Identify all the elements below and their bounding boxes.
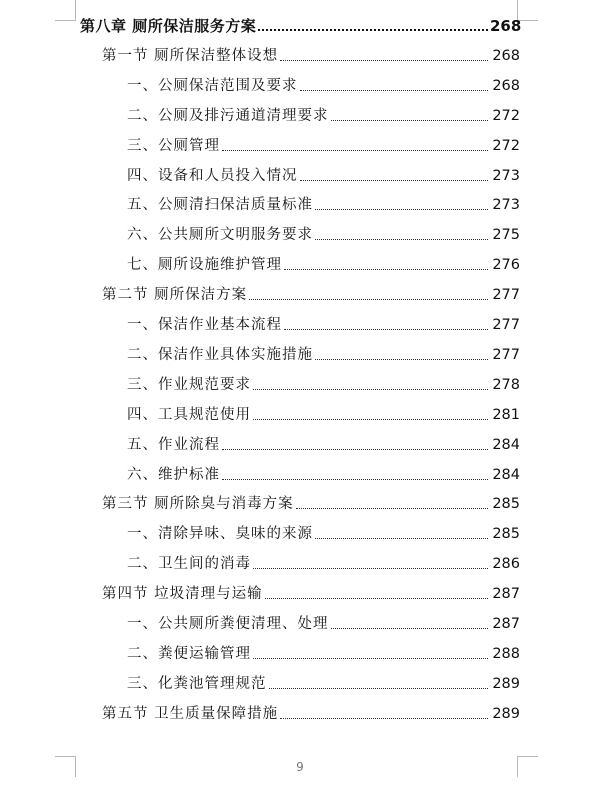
toc-dot-leader — [300, 180, 489, 181]
toc-dot-leader — [258, 29, 488, 31]
toc-entry-title: 七、厕所设施维护管理 — [127, 257, 282, 274]
toc-entry-page-number: 284 — [492, 466, 520, 483]
toc-entry-page-number: 273 — [492, 197, 520, 214]
toc-dot-leader — [222, 449, 488, 450]
toc-entry-page-number: 287 — [492, 586, 520, 603]
toc-section[interactable] — [0, 284, 600, 306]
toc-section[interactable] — [0, 583, 600, 605]
toc-entry-page-number: 268 — [492, 77, 520, 94]
toc-entry-title: 二、保洁作业具体实施措施 — [127, 346, 313, 363]
toc-entry-page-number: 268 — [490, 17, 522, 35]
toc-subsection[interactable] — [0, 523, 600, 545]
toc-dot-leader — [269, 688, 489, 689]
toc-dot-leader — [280, 718, 488, 719]
page-number: 9 — [296, 760, 304, 774]
toc-entry-title: 六、公共厕所文明服务要求 — [127, 227, 313, 244]
toc-entry-title: 二、粪便运输管理 — [127, 645, 251, 662]
toc-entry-title: 一、保洁作业基本流程 — [127, 317, 282, 333]
toc-entry-page-number: 285 — [492, 496, 520, 513]
toc-subsection[interactable] — [0, 673, 600, 695]
toc-dot-leader — [253, 419, 488, 420]
toc-section[interactable] — [0, 45, 600, 67]
toc-entry-page-number: 272 — [492, 137, 520, 154]
toc-dot-leader — [284, 269, 488, 270]
toc-entry-page-number: 277 — [492, 317, 520, 333]
toc-entry-page-number: 278 — [492, 376, 520, 393]
toc-entry-title: 五、作业流程 — [127, 436, 220, 453]
toc-entry-page-number: 277 — [492, 346, 520, 363]
toc-subsection[interactable] — [0, 464, 600, 486]
toc-section[interactable] — [0, 703, 600, 725]
toc-entry-title: 四、设备和人员投入情况 — [127, 167, 298, 184]
toc-entry-page-number: 285 — [492, 526, 520, 543]
toc-entry-page-number: 287 — [492, 616, 520, 632]
toc-subsection[interactable] — [0, 434, 600, 456]
toc-dot-leader — [284, 329, 488, 330]
toc-dot-leader — [265, 598, 488, 599]
toc-entry-title: 三、化粪池管理规范 — [127, 675, 267, 692]
toc-section[interactable] — [0, 493, 600, 515]
toc-subsection[interactable] — [0, 404, 600, 426]
toc-entry-title: 第四节 垃圾清理与运输 — [102, 586, 263, 603]
toc-subsection[interactable] — [0, 314, 600, 336]
toc-subsection[interactable] — [0, 344, 600, 366]
toc-entry-page-number: 272 — [492, 107, 520, 124]
toc-entry-title: 一、清除异味、臭味的来源 — [127, 526, 313, 543]
toc-entry-page-number: 281 — [492, 406, 520, 423]
toc-subsection[interactable] — [0, 194, 600, 216]
toc-entry-title: 六、维护标准 — [127, 466, 220, 483]
toc-dot-leader — [222, 150, 488, 151]
toc-entry-page-number: 288 — [492, 645, 520, 662]
toc-entry-title: 第二节 厕所保洁方案 — [102, 287, 248, 304]
toc-entry-title: 三、作业规范要求 — [127, 376, 251, 393]
toc-entry-title: 第八章 厕所保洁服务方案 — [80, 17, 257, 35]
toc-entry-title: 二、卫生间的消毒 — [127, 556, 251, 573]
toc-dot-leader — [296, 508, 488, 509]
toc-entry-page-number: 289 — [492, 675, 520, 692]
toc-dot-leader — [315, 538, 488, 539]
toc-entry-title: 二、公厕及排污通道清理要求 — [127, 107, 329, 124]
toc-entry-title: 一、公共厕所粪便清理、处理 — [127, 616, 329, 632]
toc-subsection[interactable] — [0, 254, 600, 276]
toc-entry-title: 第五节 卫生质量保障措施 — [102, 705, 279, 722]
toc-subsection[interactable] — [0, 374, 600, 396]
toc-chapter[interactable] — [0, 15, 600, 37]
toc-subsection[interactable] — [0, 105, 600, 127]
toc-dot-leader — [253, 568, 488, 569]
toc-subsection[interactable] — [0, 135, 600, 157]
toc-dot-leader — [331, 120, 489, 121]
toc-dot-leader — [222, 479, 488, 480]
toc-entry-page-number: 286 — [492, 556, 520, 573]
toc-subsection[interactable] — [0, 224, 600, 246]
toc-dot-leader — [253, 658, 488, 659]
toc-dot-leader — [315, 239, 488, 240]
toc-subsection[interactable] — [0, 553, 600, 575]
toc-entry-title: 一、公厕保洁范围及要求 — [127, 77, 298, 94]
toc-entry-title: 五、公厕清扫保洁质量标准 — [127, 197, 313, 214]
toc-entry-page-number: 275 — [492, 227, 520, 244]
toc-entry-page-number: 277 — [492, 287, 520, 304]
toc-dot-leader — [249, 299, 488, 300]
toc-dot-leader — [315, 209, 488, 210]
toc-dot-leader — [315, 359, 488, 360]
toc-subsection[interactable] — [0, 165, 600, 187]
toc-dot-leader — [253, 389, 488, 390]
toc-entry-page-number: 284 — [492, 436, 520, 453]
toc-entry-title: 三、公厕管理 — [127, 137, 220, 154]
toc-entry-page-number: 268 — [492, 47, 520, 64]
toc-dot-leader — [331, 628, 489, 629]
toc-subsection[interactable] — [0, 643, 600, 665]
toc-entry-title: 四、工具规范使用 — [127, 406, 251, 423]
toc-entry-title: 第三节 厕所除臭与消毒方案 — [102, 496, 294, 513]
toc-entry-page-number: 273 — [492, 167, 520, 184]
toc-entry-page-number: 276 — [492, 257, 520, 274]
toc-subsection[interactable] — [0, 613, 600, 635]
toc-entry-title: 第一节 厕所保洁整体设想 — [102, 47, 279, 64]
toc-subsection[interactable] — [0, 75, 600, 97]
toc-dot-leader — [280, 60, 488, 61]
toc-dot-leader — [300, 90, 489, 91]
toc-entry-page-number: 289 — [492, 705, 520, 722]
